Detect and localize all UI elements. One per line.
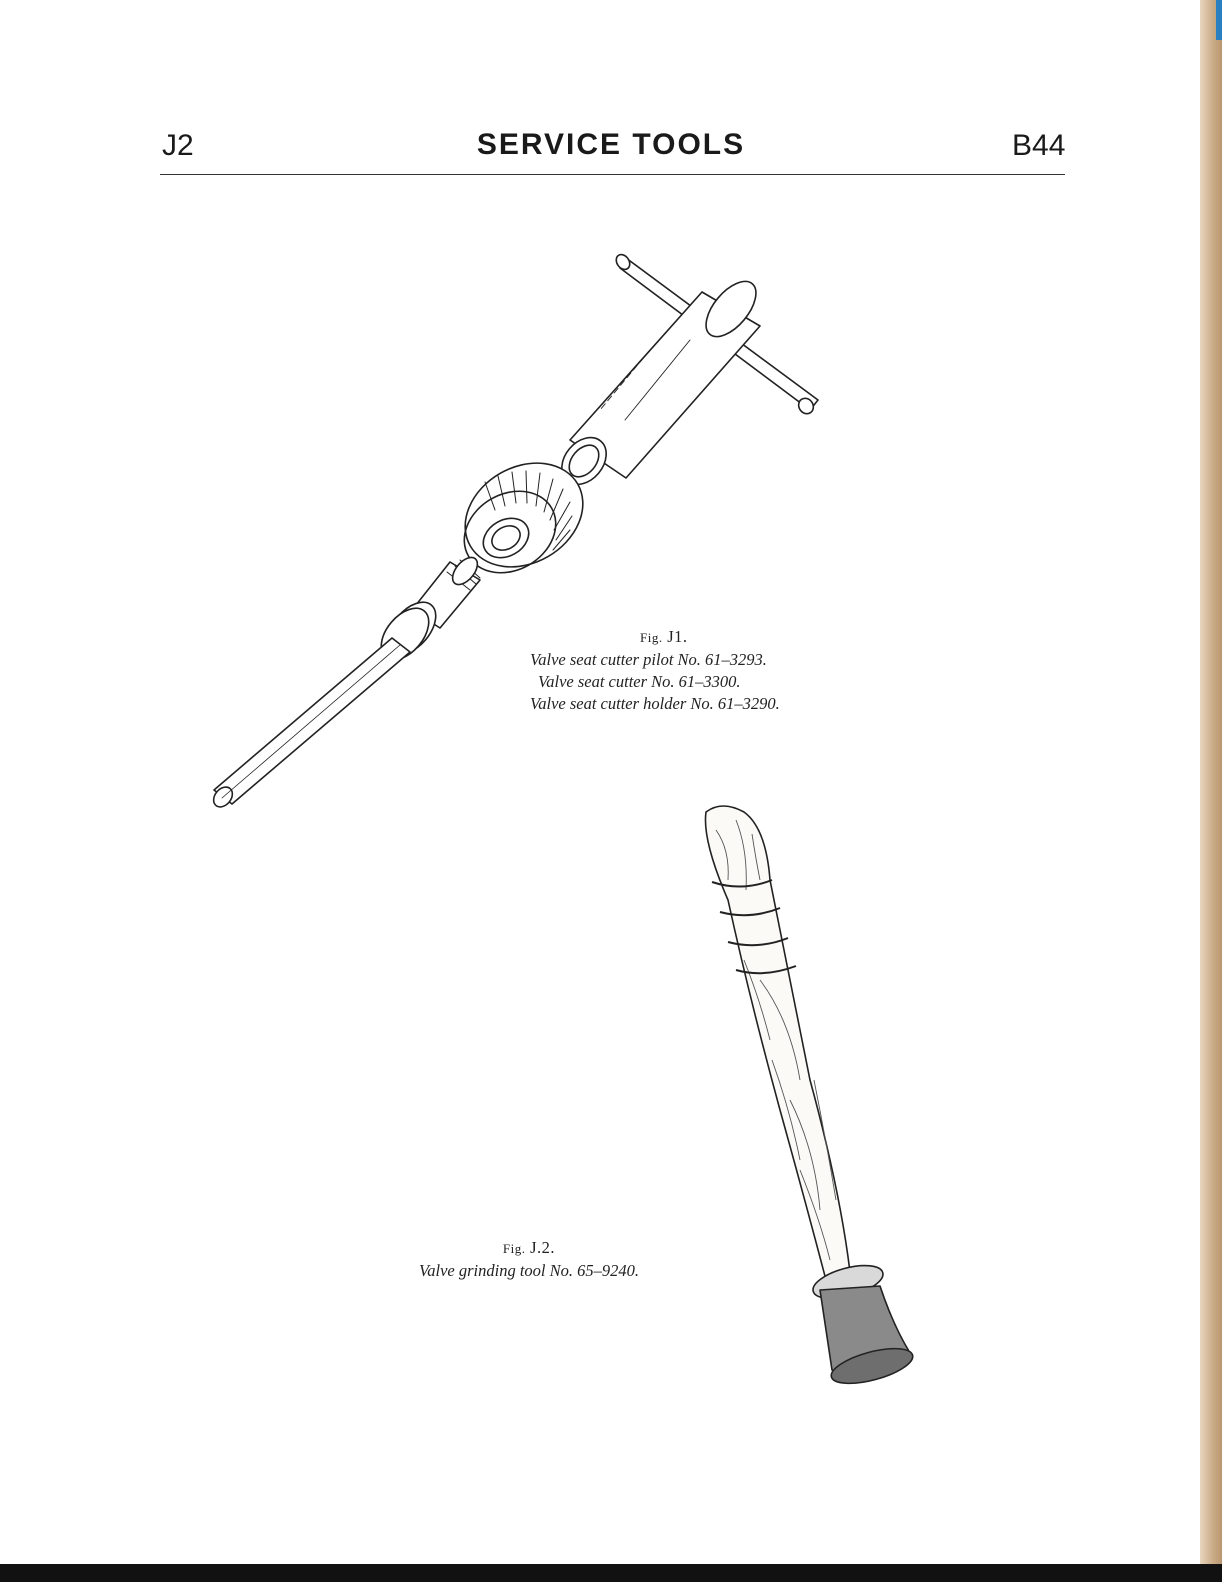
figure-label [392, 1237, 666, 1260]
section-code: J2 [162, 129, 194, 162]
suction-cup [810, 1259, 917, 1390]
figure-j2-caption [392, 1237, 666, 1282]
caption-line: Valve seat cutter holder No. 61–3290. [530, 694, 780, 713]
fig-number: J1. [667, 627, 688, 646]
book-page-edge [1200, 0, 1222, 1582]
wooden-handle [705, 806, 850, 1280]
page-edge-marker [1216, 0, 1222, 40]
caption-line: Valve seat cutter No. 61–3300. [538, 672, 741, 691]
caption-line: Valve seat cutter pilot No. 61–3293. [530, 650, 767, 669]
page-title: SERVICE TOOLS [476, 128, 746, 161]
scan-bottom-edge [0, 1564, 1222, 1582]
caption-line: Valve grinding tool No. 65–9240. [419, 1261, 639, 1280]
fig-number: J.2. [530, 1238, 556, 1257]
model-code: B44 [1012, 129, 1066, 162]
fig-prefix: Fig. [502, 1241, 526, 1256]
fig-prefix: Fig. [640, 630, 663, 645]
